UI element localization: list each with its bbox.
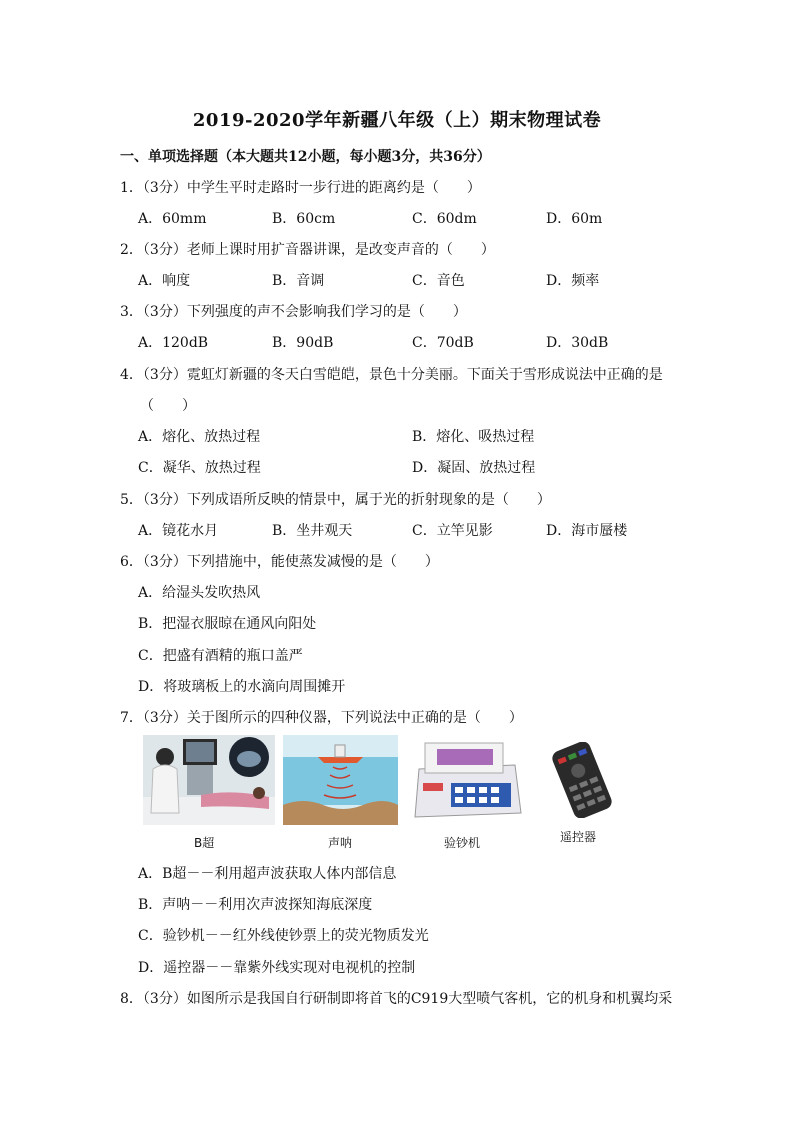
b-ultrasound-image (143, 735, 275, 825)
option-2d: D．频率 (546, 273, 600, 289)
section-heading: 一、单项选择题（本大题共12小题，每小题3分，共36分） (120, 149, 491, 165)
option-4a: A．熔化、放热过程 (138, 429, 261, 445)
sonar-image (283, 735, 398, 825)
question-stem-6: 6．（3分）下列措施中，能使蒸发减慢的是（ ） (120, 554, 439, 570)
page-title: 2019-2020学年新疆八年级（上）期末物理试卷 (192, 110, 602, 131)
option-1c: C．60dm (412, 211, 477, 227)
option-7d: D．遥控器－－靠紫外线实现对电视机的控制 (138, 960, 416, 976)
question-stem-7: 7．（3分）关于图所示的四种仪器，下列说法中正确的是（ ） (120, 710, 523, 726)
option-5a: A．镜花水月 (138, 523, 219, 539)
question-stem-2: 2．（3分）老师上课时用扩音器讲课，是改变声音的（ ） (120, 242, 495, 258)
option-4c: C．凝华、放热过程 (138, 460, 261, 476)
option-5b: B．坐井观天 (272, 523, 353, 539)
option-2b: B．音调 (272, 273, 325, 289)
option-3a: A．120dB (138, 335, 209, 351)
option-1a: A．60mm (138, 211, 207, 227)
question-stem-1: 1．（3分）中学生平时走路时一步行进的距离约是（ ） (120, 180, 481, 196)
option-2c: C．音色 (412, 273, 465, 289)
option-7b: B．声呐－－利用次声波探知海底深度 (138, 897, 373, 913)
question-stem-5: 5．（3分）下列成语所反映的情景中，属于光的折射现象的是（ ） (120, 492, 551, 508)
option-3c: C．70dB (412, 335, 474, 351)
option-2a: A．响度 (138, 273, 191, 289)
option-4d: D．凝固、放热过程 (412, 460, 536, 476)
option-5c: C．立竿见影 (412, 523, 493, 539)
option-3d: D．30dB (546, 335, 609, 351)
option-7a: A．B超－－利用超声波获取人体内部信息 (138, 866, 397, 882)
question-stem-3: 3．（3分）下列强度的声不会影响我们学习的是（ ） (120, 304, 467, 320)
caption-sonar: 声呐 (328, 836, 353, 850)
option-6b: B．把湿衣服晾在通风向阳处 (138, 616, 317, 632)
option-6d: D．将玻璃板上的水滴向周围摊开 (138, 679, 346, 695)
option-1b: B．60cm (272, 211, 336, 227)
remote-control-image (536, 742, 628, 818)
option-6a: A．给湿头发吹热风 (138, 585, 261, 601)
banknote-detector-image (411, 735, 526, 825)
option-4b: B．熔化、吸热过程 (412, 429, 535, 445)
option-7c: C．验钞机－－红外线使钞票上的荧光物质发光 (138, 928, 429, 944)
question-stem-4-cont: （ ） (140, 398, 196, 414)
option-3b: B．90dB (272, 335, 334, 351)
caption-banknote-detector: 验钞机 (444, 836, 481, 850)
option-5d: D．海市蜃楼 (546, 523, 628, 539)
question-stem-8: 8．（3分）如图所示是我国自行研制即将首飞的C919大型喷气客机，它的机身和机翼均采 (120, 991, 673, 1007)
caption-b-ultrasound: B超 (194, 836, 215, 850)
question-stem-4: 4．（3分）霓虹灯新疆的冬天白雪皑皑，景色十分美丽。下面关于雪形成说法中正确的是 (120, 367, 663, 383)
option-6c: C．把盛有酒精的瓶口盖严 (138, 648, 303, 664)
caption-remote-control: 遥控器 (560, 830, 597, 844)
option-1d: D．60m (546, 211, 603, 227)
